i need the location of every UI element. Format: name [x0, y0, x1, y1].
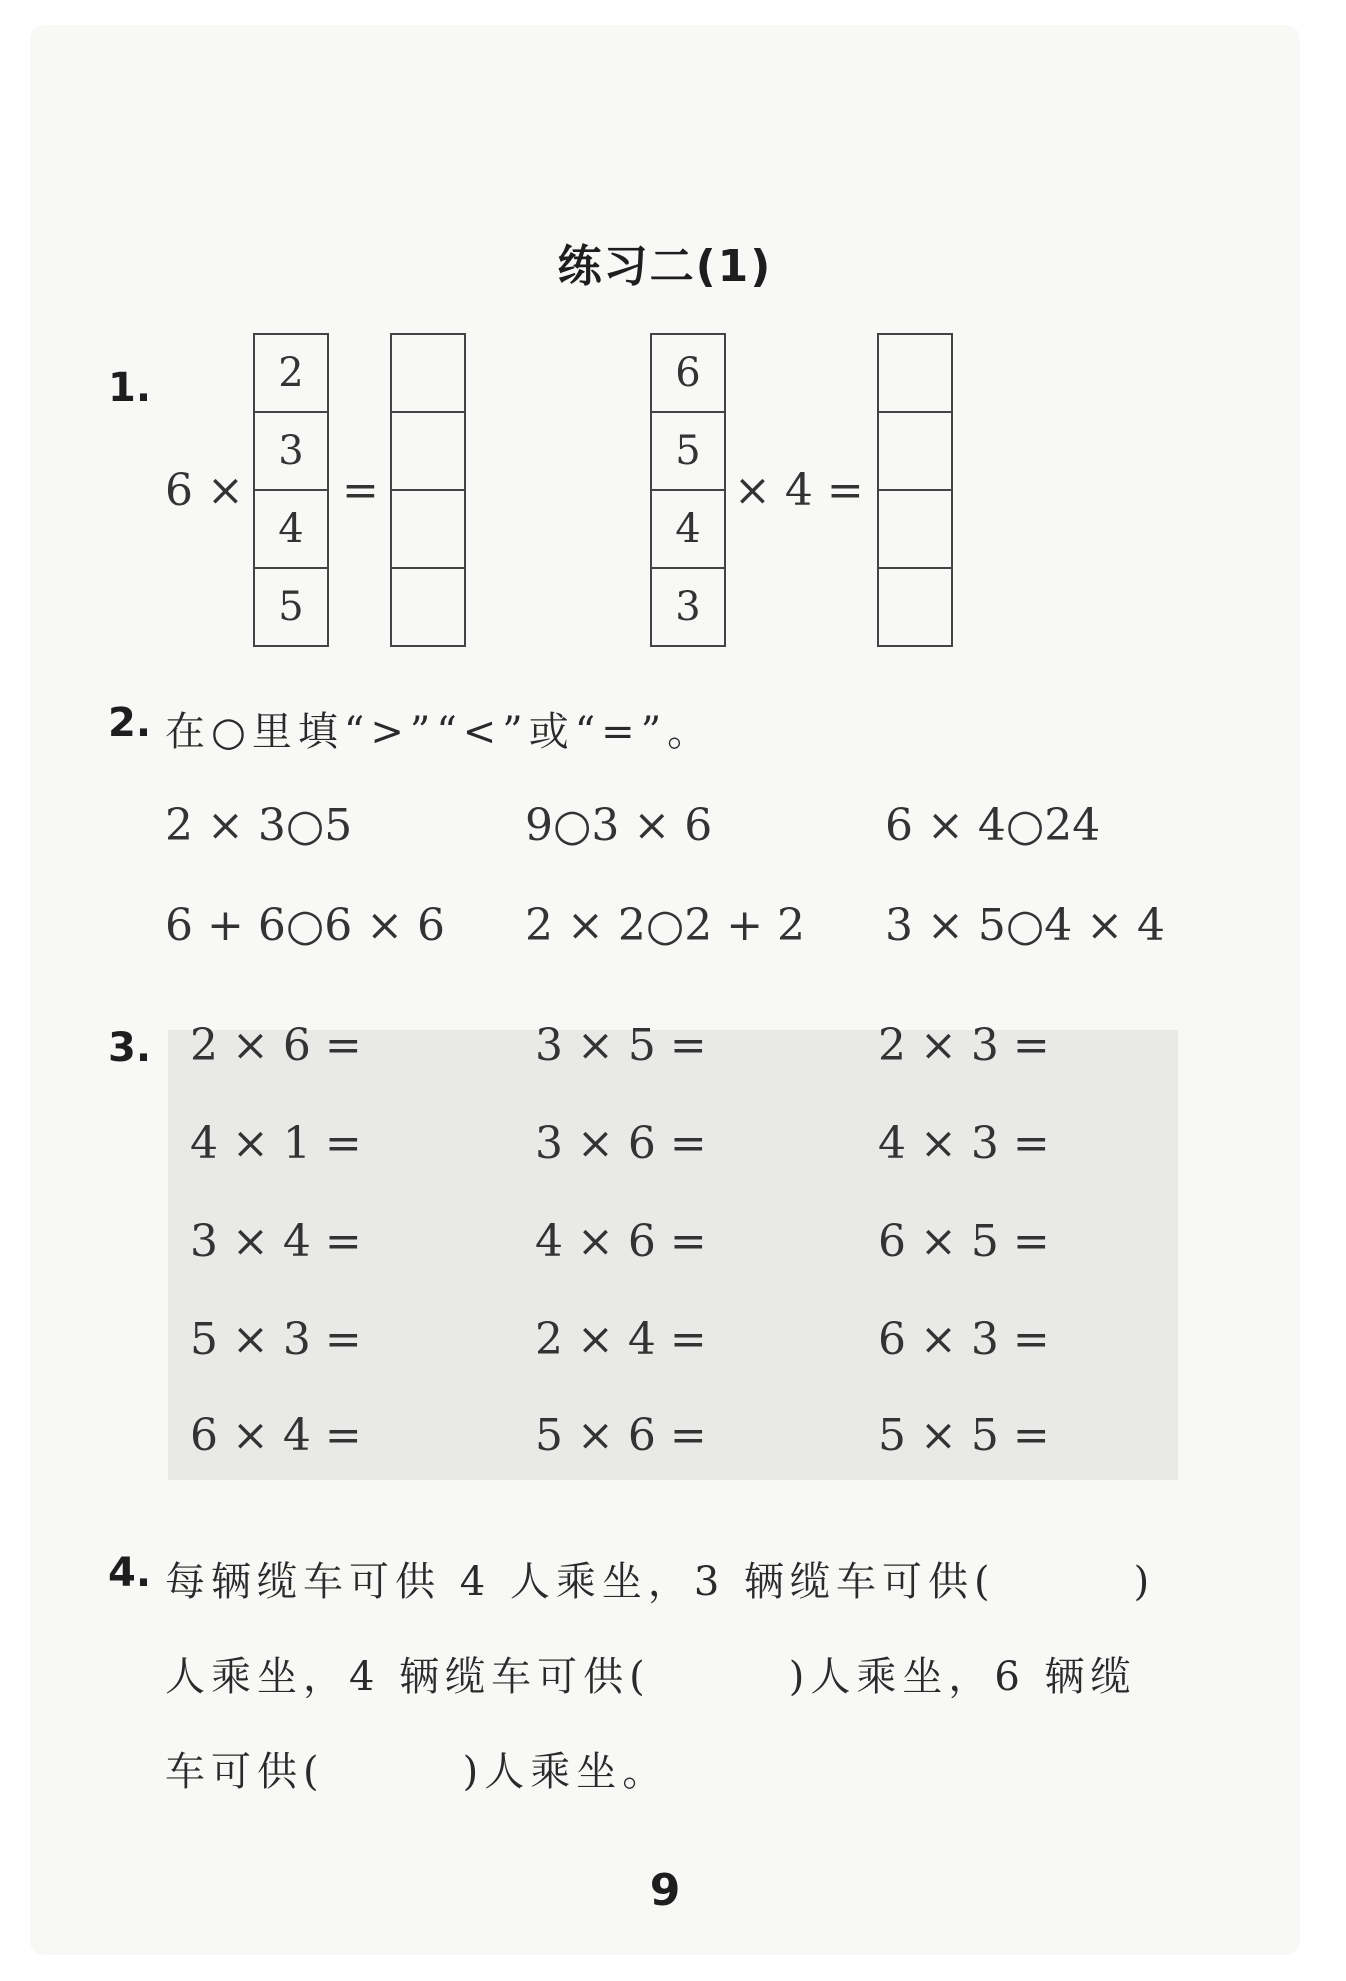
- q3-equation[interactable]: 3 × 4 =: [190, 1216, 362, 1267]
- q1-right-answer-box[interactable]: [877, 333, 953, 413]
- q1-left-factor-cell: 2: [253, 333, 329, 413]
- q3-equation[interactable]: 6 × 3 =: [878, 1314, 1050, 1365]
- q3-equation[interactable]: 3 × 5 =: [535, 1020, 707, 1071]
- q3-equation[interactable]: 4 × 1 =: [190, 1118, 362, 1169]
- q4-text-line: 车可供( )人乘坐。: [165, 1749, 669, 1795]
- q1-left-factor-cell: 5: [253, 569, 329, 647]
- q1-right-answer-box[interactable]: [877, 413, 953, 491]
- q1-right-answer-box[interactable]: [877, 491, 953, 569]
- q1-left-answer-box[interactable]: [390, 413, 466, 491]
- question-4-number: 4.: [108, 1550, 152, 1596]
- q1-left-answer-box[interactable]: [390, 333, 466, 413]
- q3-equation[interactable]: 6 × 5 =: [878, 1216, 1050, 1267]
- q3-equation[interactable]: 5 × 6 =: [535, 1410, 707, 1461]
- q1-left-factor-cell: 4: [253, 491, 329, 569]
- q2-instruction: 在○里填“>”“<”或“=”。: [165, 709, 714, 755]
- q1-right-factor-cell: 3: [650, 569, 726, 647]
- q3-equation[interactable]: 2 × 6 =: [190, 1020, 362, 1071]
- worksheet-page: [30, 25, 1300, 1955]
- q2-compare-item[interactable]: 2 × 3○5: [165, 800, 353, 851]
- q1-right-answer-column[interactable]: [877, 333, 953, 647]
- q1-left-equals: =: [342, 465, 379, 516]
- question-1-number: 1.: [108, 365, 152, 411]
- q1-right-operator: × 4 =: [734, 465, 864, 516]
- q1-right-factor-column: [650, 333, 726, 647]
- q4-text-line: 每辆缆车可供 4 人乘坐，3 辆缆车可供( ): [165, 1559, 1156, 1605]
- q1-left-prefix: 6 ×: [165, 465, 244, 516]
- q1-left-answer-box[interactable]: [390, 569, 466, 647]
- q1-right-factor-cell: 5: [650, 413, 726, 491]
- q3-equation[interactable]: 5 × 5 =: [878, 1410, 1050, 1461]
- q3-equation[interactable]: 6 × 4 =: [190, 1410, 362, 1461]
- question-3-number: 3.: [108, 1025, 152, 1071]
- q2-compare-item[interactable]: 6 × 4○24: [885, 800, 1101, 851]
- q2-compare-item[interactable]: 2 × 2○2 + 2: [525, 900, 806, 951]
- q2-compare-item[interactable]: 3 × 5○4 × 4: [885, 900, 1166, 951]
- q3-equation[interactable]: 2 × 3 =: [878, 1020, 1050, 1071]
- q3-equation[interactable]: 4 × 3 =: [878, 1118, 1050, 1169]
- q3-equation[interactable]: 3 × 6 =: [535, 1118, 707, 1169]
- q3-equation[interactable]: 5 × 3 =: [190, 1314, 362, 1365]
- q4-text-line: 人乘坐，4 辆缆车可供( )人乘坐，6 辆缆: [165, 1654, 1137, 1700]
- q1-right-factor-cell: 6: [650, 333, 726, 413]
- q1-left-factor-column: [253, 333, 329, 647]
- q2-compare-item[interactable]: 9○3 × 6: [525, 800, 713, 851]
- question-2-number: 2.: [108, 700, 152, 746]
- q1-left-answer-column[interactable]: [390, 333, 466, 647]
- q1-right-answer-box[interactable]: [877, 569, 953, 647]
- q3-equation[interactable]: 2 × 4 =: [535, 1314, 707, 1365]
- page-number: 9: [649, 1865, 681, 1916]
- page-title: 练习二(1): [557, 241, 773, 292]
- q3-equation[interactable]: 4 × 6 =: [535, 1216, 707, 1267]
- q2-compare-item[interactable]: 6 + 6○6 × 6: [165, 900, 446, 951]
- q1-right-factor-cell: 4: [650, 491, 726, 569]
- q1-left-factor-cell: 3: [253, 413, 329, 491]
- q1-left-answer-box[interactable]: [390, 491, 466, 569]
